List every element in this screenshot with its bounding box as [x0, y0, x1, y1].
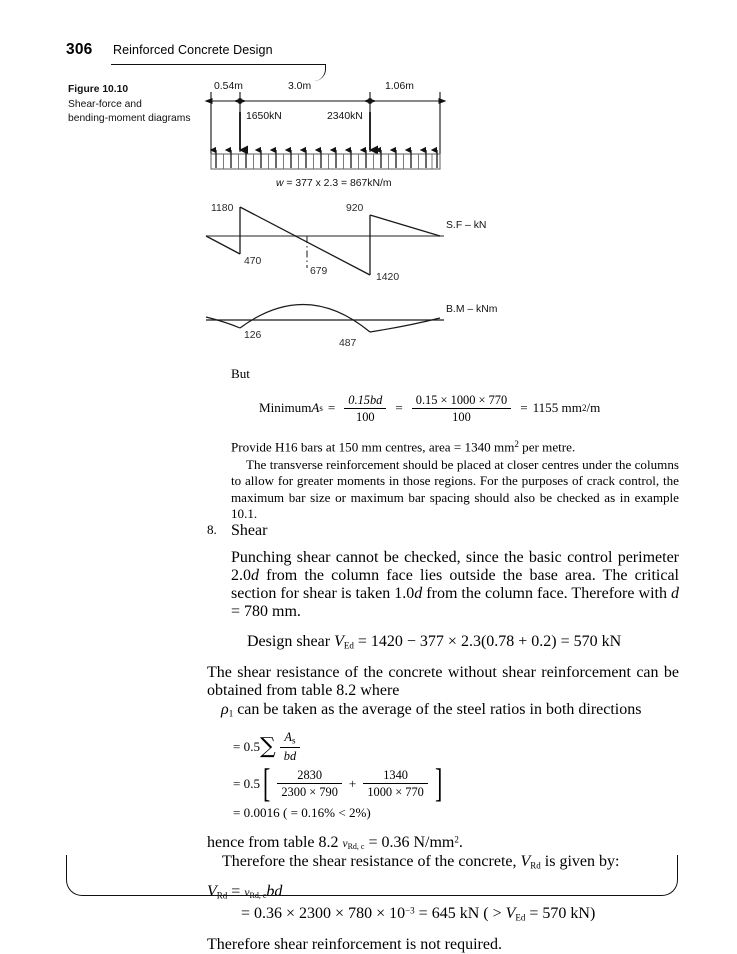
minimum-as-result-sup: 2: [581, 403, 587, 414]
rho-equation-block: [233, 730, 679, 822]
transverse-reinforcement-paragraph: The transverse reinforcement should be placed at closer centres under the columns to allow for greater moments in those regions. For the purposes of crack control, the maximum bar size or maximum bar spacing should also be checked as in example 10.1.: [231, 456, 679, 522]
summation-icon: ∑: [260, 733, 276, 759]
page-number: 306: [66, 41, 93, 58]
punching-c: from the column face lies outside the base area. The critical section for shear is taken 1.0: [231, 567, 679, 602]
vrd-eq-bd: bd: [266, 882, 283, 900]
vrd-eq-vc: v: [244, 885, 250, 899]
dim-label-right-span: 1.06m: [385, 81, 414, 92]
vrdc-symbol: v: [342, 837, 348, 850]
fraction-2-numerator: 0.15 × 1000 × 770: [412, 393, 511, 410]
bending-moment-diagram: [206, 304, 444, 332]
punching-g: = 780 mm.: [231, 603, 301, 620]
vrd-symbol: V: [520, 852, 531, 870]
fraction-1-numerator: 0.15bd: [344, 393, 386, 410]
rho-frac-b-num: 1340: [363, 768, 428, 785]
therefore-post: is given by:: [540, 852, 620, 870]
equation-minimum-as: [259, 393, 679, 425]
fraction-1: [344, 393, 386, 425]
sf-axis-label: S.F – kN: [446, 220, 487, 231]
figure-caption-line-1: Shear-force and: [68, 98, 142, 110]
rho-equation-line-1: [233, 730, 679, 763]
vrd-eq2-pre: = 0.36 × 2300 × 780 × 10: [241, 904, 406, 922]
dim-label-mid-span: 3.0m: [288, 81, 312, 92]
shear-force-bending-moment-figure: [196, 76, 516, 366]
dim-label-left-span: 0.54m: [214, 81, 243, 92]
sf-left-descent: [206, 236, 240, 254]
sf-right-slope: [370, 215, 440, 236]
eq-sign-3: =: [520, 400, 528, 416]
minimum-as-result: 1155 mm: [532, 400, 582, 416]
minimum-as-symbol: A: [311, 400, 320, 416]
fraction-1-denominator: 100: [356, 410, 375, 425]
punching-e: from the column face. Therefore with: [422, 585, 671, 602]
vrd-eq-v-sub: Rd: [216, 890, 228, 901]
vrd-subscript: Rd: [530, 860, 541, 871]
beam-with-udl: [211, 150, 440, 169]
hence-sup: 2: [454, 834, 459, 845]
vrd-eq2-v: V: [505, 904, 516, 922]
punching-a: Punching shear cannot be checked, since the basic control perimeter 2.0: [231, 549, 679, 584]
fraction-2-denominator: 100: [452, 410, 471, 425]
hence-table-line: [207, 834, 679, 852]
vrd-eq2-sup: −3: [405, 905, 415, 916]
rho-line2-lead: = 0.5: [233, 775, 261, 791]
rho-fraction-b: [363, 768, 428, 800]
book-title: Reinforced Concrete Design: [113, 43, 273, 57]
provide-bars-line: [231, 436, 679, 456]
vrd-eq-vc-sub: Rd, c: [249, 890, 267, 900]
minimum-as-subscript: s: [319, 403, 323, 414]
rho-frac-num-sub: s: [291, 735, 296, 746]
bm-value-left: 126: [244, 330, 262, 341]
body-text-column: [231, 366, 679, 523]
rho-equation-line-2: [233, 760, 679, 806]
rho-frac-a-den: 2300 × 790: [281, 785, 338, 800]
item-number: 8.: [207, 522, 217, 537]
eq-sign-2: =: [395, 400, 403, 416]
hence-tail: .: [458, 833, 463, 851]
rho-subscript: 1: [228, 708, 234, 719]
rho-frac-num: [280, 730, 300, 748]
running-head: [66, 41, 686, 67]
but-line: But: [231, 366, 250, 381]
udl-label: w = 377 x 2.3 = 867kN/m: [276, 178, 392, 189]
bracket-right-icon: ]: [434, 760, 443, 806]
design-shear-lead: Design shear: [247, 633, 335, 650]
figure-caption-line-2: bending-moment diagrams: [68, 113, 191, 125]
vrd-eq2-post: = 570 kN): [525, 904, 596, 922]
figure-label: Figure 10.10: [68, 84, 129, 95]
punching-shear-paragraph: [231, 549, 679, 621]
minimum-as-lead: Minimum: [259, 400, 312, 416]
sf-value-zero-crossing: 679: [310, 266, 328, 277]
sf-value-left-bottom: 470: [244, 256, 262, 267]
shear-resistance-paragraph: The shear resistance of the concrete without shear reinforcement can be obtained from table 8.2 where: [207, 664, 679, 699]
item-body: [207, 522, 679, 954]
design-shear-expression: = 1420 − 377 × 2.3(0.78 + 0.2) = 570 kN: [353, 633, 622, 650]
sf-value-right-bottom: 1420: [376, 272, 400, 283]
therefore-resistance-line: [222, 853, 679, 871]
design-shear-equation: [247, 633, 679, 651]
design-shear-symbol: V: [334, 633, 344, 650]
sf-value-right-top: 920: [346, 203, 364, 214]
therefore-pre: Therefore the shear resistance of the concrete,: [222, 852, 521, 870]
vrd-eq2-mid: = 645 kN ( >: [414, 904, 506, 922]
beam-base-rect: [211, 154, 440, 169]
dimension-lines: [211, 92, 440, 154]
final-paragraph: Therefore shear reinforcement is not required.: [207, 935, 502, 953]
shear-force-diagram: [206, 207, 444, 275]
numbered-item-8: [207, 522, 679, 954]
plus-sign: +: [348, 775, 357, 791]
minimum-as-result-tail: /m: [586, 400, 601, 416]
hence-pre: hence from table 8.2: [207, 833, 343, 851]
punching-d: d: [414, 585, 423, 602]
rho-equation-line-3: = 0.0016 ( = 0.16% < 2%): [233, 805, 371, 821]
design-shear-subscript: Ed: [343, 640, 354, 651]
punching-b: d: [251, 567, 259, 584]
bm-value-right: 487: [339, 338, 357, 349]
rho-symbol: ρ: [221, 701, 229, 718]
bm-sagging-curve: [240, 304, 370, 332]
eq-sign-1: =: [327, 400, 336, 416]
rho-rest: can be taken as the average of the steel ratios in both directions: [233, 701, 642, 718]
bm-left-hogging-curve: [206, 317, 240, 328]
rho-fraction-as-bd: [280, 730, 300, 763]
provide-bars-post: per metre.: [518, 439, 576, 455]
provide-bars-sup: 2: [514, 438, 519, 449]
vrd-eq-equals: =: [227, 882, 245, 900]
item-title: Shear: [231, 522, 268, 539]
vrd-eq-v: V: [207, 882, 217, 900]
provide-bars-pre: Provide H16 bars at 150 mm centres, area = 1340 mm: [231, 439, 515, 455]
fraction-2: [412, 393, 511, 425]
vrd-equation-line-2: [241, 905, 679, 923]
vrd-eq2-v-sub: Ed: [515, 912, 526, 923]
rho-frac-a-num: 2830: [277, 768, 342, 785]
vrdc-subscript: Rd, c: [347, 841, 365, 851]
rho-fraction-a: [277, 768, 342, 800]
hence-post: = 0.36 N/mm: [364, 833, 455, 851]
punching-f: d: [671, 585, 679, 602]
rho-frac-den: bd: [283, 748, 297, 763]
point-load-label-1: 1650kN: [246, 111, 282, 122]
rho-line1-lead: = 0.5: [233, 738, 261, 754]
point-load-label-2: 2340kN: [327, 111, 363, 122]
rho-frac-num-a: A: [284, 730, 292, 744]
bm-axis-label: B.M – kNm: [446, 304, 498, 315]
bracket-left-icon: [: [263, 760, 271, 806]
rho-frac-b-den: 1000 × 770: [367, 785, 424, 800]
sf-value-left-top: 1180: [211, 203, 234, 214]
vrd-equation-line-1: [207, 883, 679, 901]
figure-caption: [68, 83, 196, 127]
rho-paragraph: [221, 701, 679, 719]
